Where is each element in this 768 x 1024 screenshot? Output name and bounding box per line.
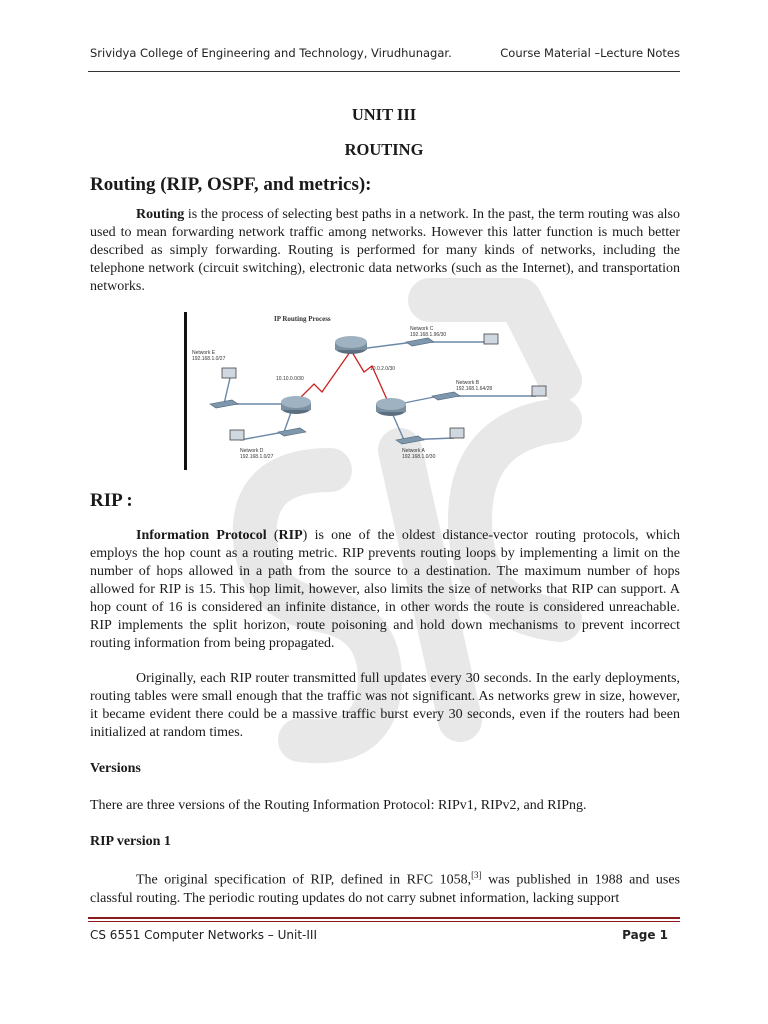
switch-icon xyxy=(406,338,434,346)
pc-icon xyxy=(532,386,546,396)
citation-link[interactable]: [3] xyxy=(471,870,482,880)
rip-text-2: Originally, each RIP router transmitted full updates every 30 seconds. In the early deployments, routing tables were small enough that the traffic was not significant. As networks grew in size, however, it became evident there could be a massive traffic burst every 30 seconds, even if the routers had been initialized at random times. xyxy=(90,671,680,740)
routing-paragraph xyxy=(90,206,680,296)
switch-icon xyxy=(210,400,238,408)
label-network-d-ip: 192.168.1.0/27 xyxy=(240,454,274,460)
switch-icon xyxy=(432,392,460,400)
section-title: ROUTING xyxy=(344,140,424,159)
label-network-c-ip: 192.168.1.96/30 xyxy=(410,332,447,338)
label-network-d: Network D xyxy=(240,448,264,454)
ripv1-paragraph xyxy=(90,866,680,908)
rip-paragraph-1 xyxy=(90,527,680,653)
rip-term: Information Protocol xyxy=(136,528,267,543)
versions-heading: Versions xyxy=(90,761,141,776)
pc-icon xyxy=(450,428,464,438)
rip-abbr: RIP xyxy=(278,528,303,543)
rip-heading: RIP : xyxy=(90,490,133,511)
ripv1-text-1: The original specification of RIP, defined in RFC 1058, xyxy=(136,872,472,888)
pc-icon xyxy=(230,430,244,440)
router-icon xyxy=(335,336,367,354)
label-network-a-ip: 192.168.1.0/30 xyxy=(402,454,436,460)
versions-paragraph: There are three versions of the Routing Information Protocol: RIPv1, RIPv2, and RIPng. xyxy=(90,798,587,813)
routing-heading: Routing (RIP, OSPF, and metrics): xyxy=(90,174,372,195)
label-network-e-ip: 192.168.1.0/27 xyxy=(192,356,226,362)
page-number: Page 1 xyxy=(622,928,668,942)
switch-icon xyxy=(278,428,306,436)
rip-paragraph-2 xyxy=(90,670,680,742)
pc-icon xyxy=(222,368,236,378)
header-course-material: Course Material –Lecture Notes xyxy=(500,46,680,60)
label-network-b-ip: 192.168.1.64/28 xyxy=(456,386,493,392)
footer-divider xyxy=(88,917,680,919)
switch-icon xyxy=(396,436,424,444)
unit-title: UNIT III xyxy=(351,105,417,124)
label-network-a: Network A xyxy=(402,448,425,454)
header-divider xyxy=(88,71,680,72)
rip-text: ) is one of the oldest distance-vector routing protocols, which employs the hop count as a routing metric. RIP prevents routing loops by implementing a limit on the number of hops allowed in a path from the source to a destination. The maximum number of hops allowed for RIP is 15. This hop limit, however, also limits the size of networks that RIP can support. A hop count of 16 is considered an infinite distance, in other words the route is considered unreachable. RIP implements the split horizon, route poisoning and hold down mechanisms to prevent incorrect routing information from being propagated. xyxy=(90,528,680,651)
routing-term: Routing xyxy=(136,207,185,222)
routing-text: is the process of selecting best paths in a network. In the past, the term routing was also used to mean forwarding network traffic among networks. However this latter function is much better described as simply forwarding. Routing is performed for many kinds of networks, including the telephone network (circuit switching), electronic data networks (such as the Internet), and transportation networks. xyxy=(90,207,680,294)
label-link-left: 10.10.0.0/30 xyxy=(276,376,304,382)
label-network-e: Network E xyxy=(192,350,216,356)
pc-icon xyxy=(484,334,498,344)
footer-course: CS 6551 Computer Networks – Unit-III xyxy=(90,928,317,942)
header-institution: Srividya College of Engineering and Technology, Virudhunagar. xyxy=(90,46,452,60)
footer-divider-thin xyxy=(88,921,680,922)
label-network-b: Network B xyxy=(456,380,480,386)
label-network-c: Network C xyxy=(410,326,434,332)
diagram-title: IP Routing Process xyxy=(274,315,331,323)
rip-open-paren: ( xyxy=(266,528,279,543)
ip-routing-diagram xyxy=(184,312,564,472)
ripv1-heading: RIP version 1 xyxy=(90,834,171,849)
router-icon xyxy=(281,396,311,414)
label-link-right: 10.0.2.0/30 xyxy=(370,366,396,372)
router-icon xyxy=(376,398,406,416)
ripv1-text-2: was published in 1988 and uses classful routing. The periodic routing updates do not carry subnet information, lacking support xyxy=(90,872,680,906)
